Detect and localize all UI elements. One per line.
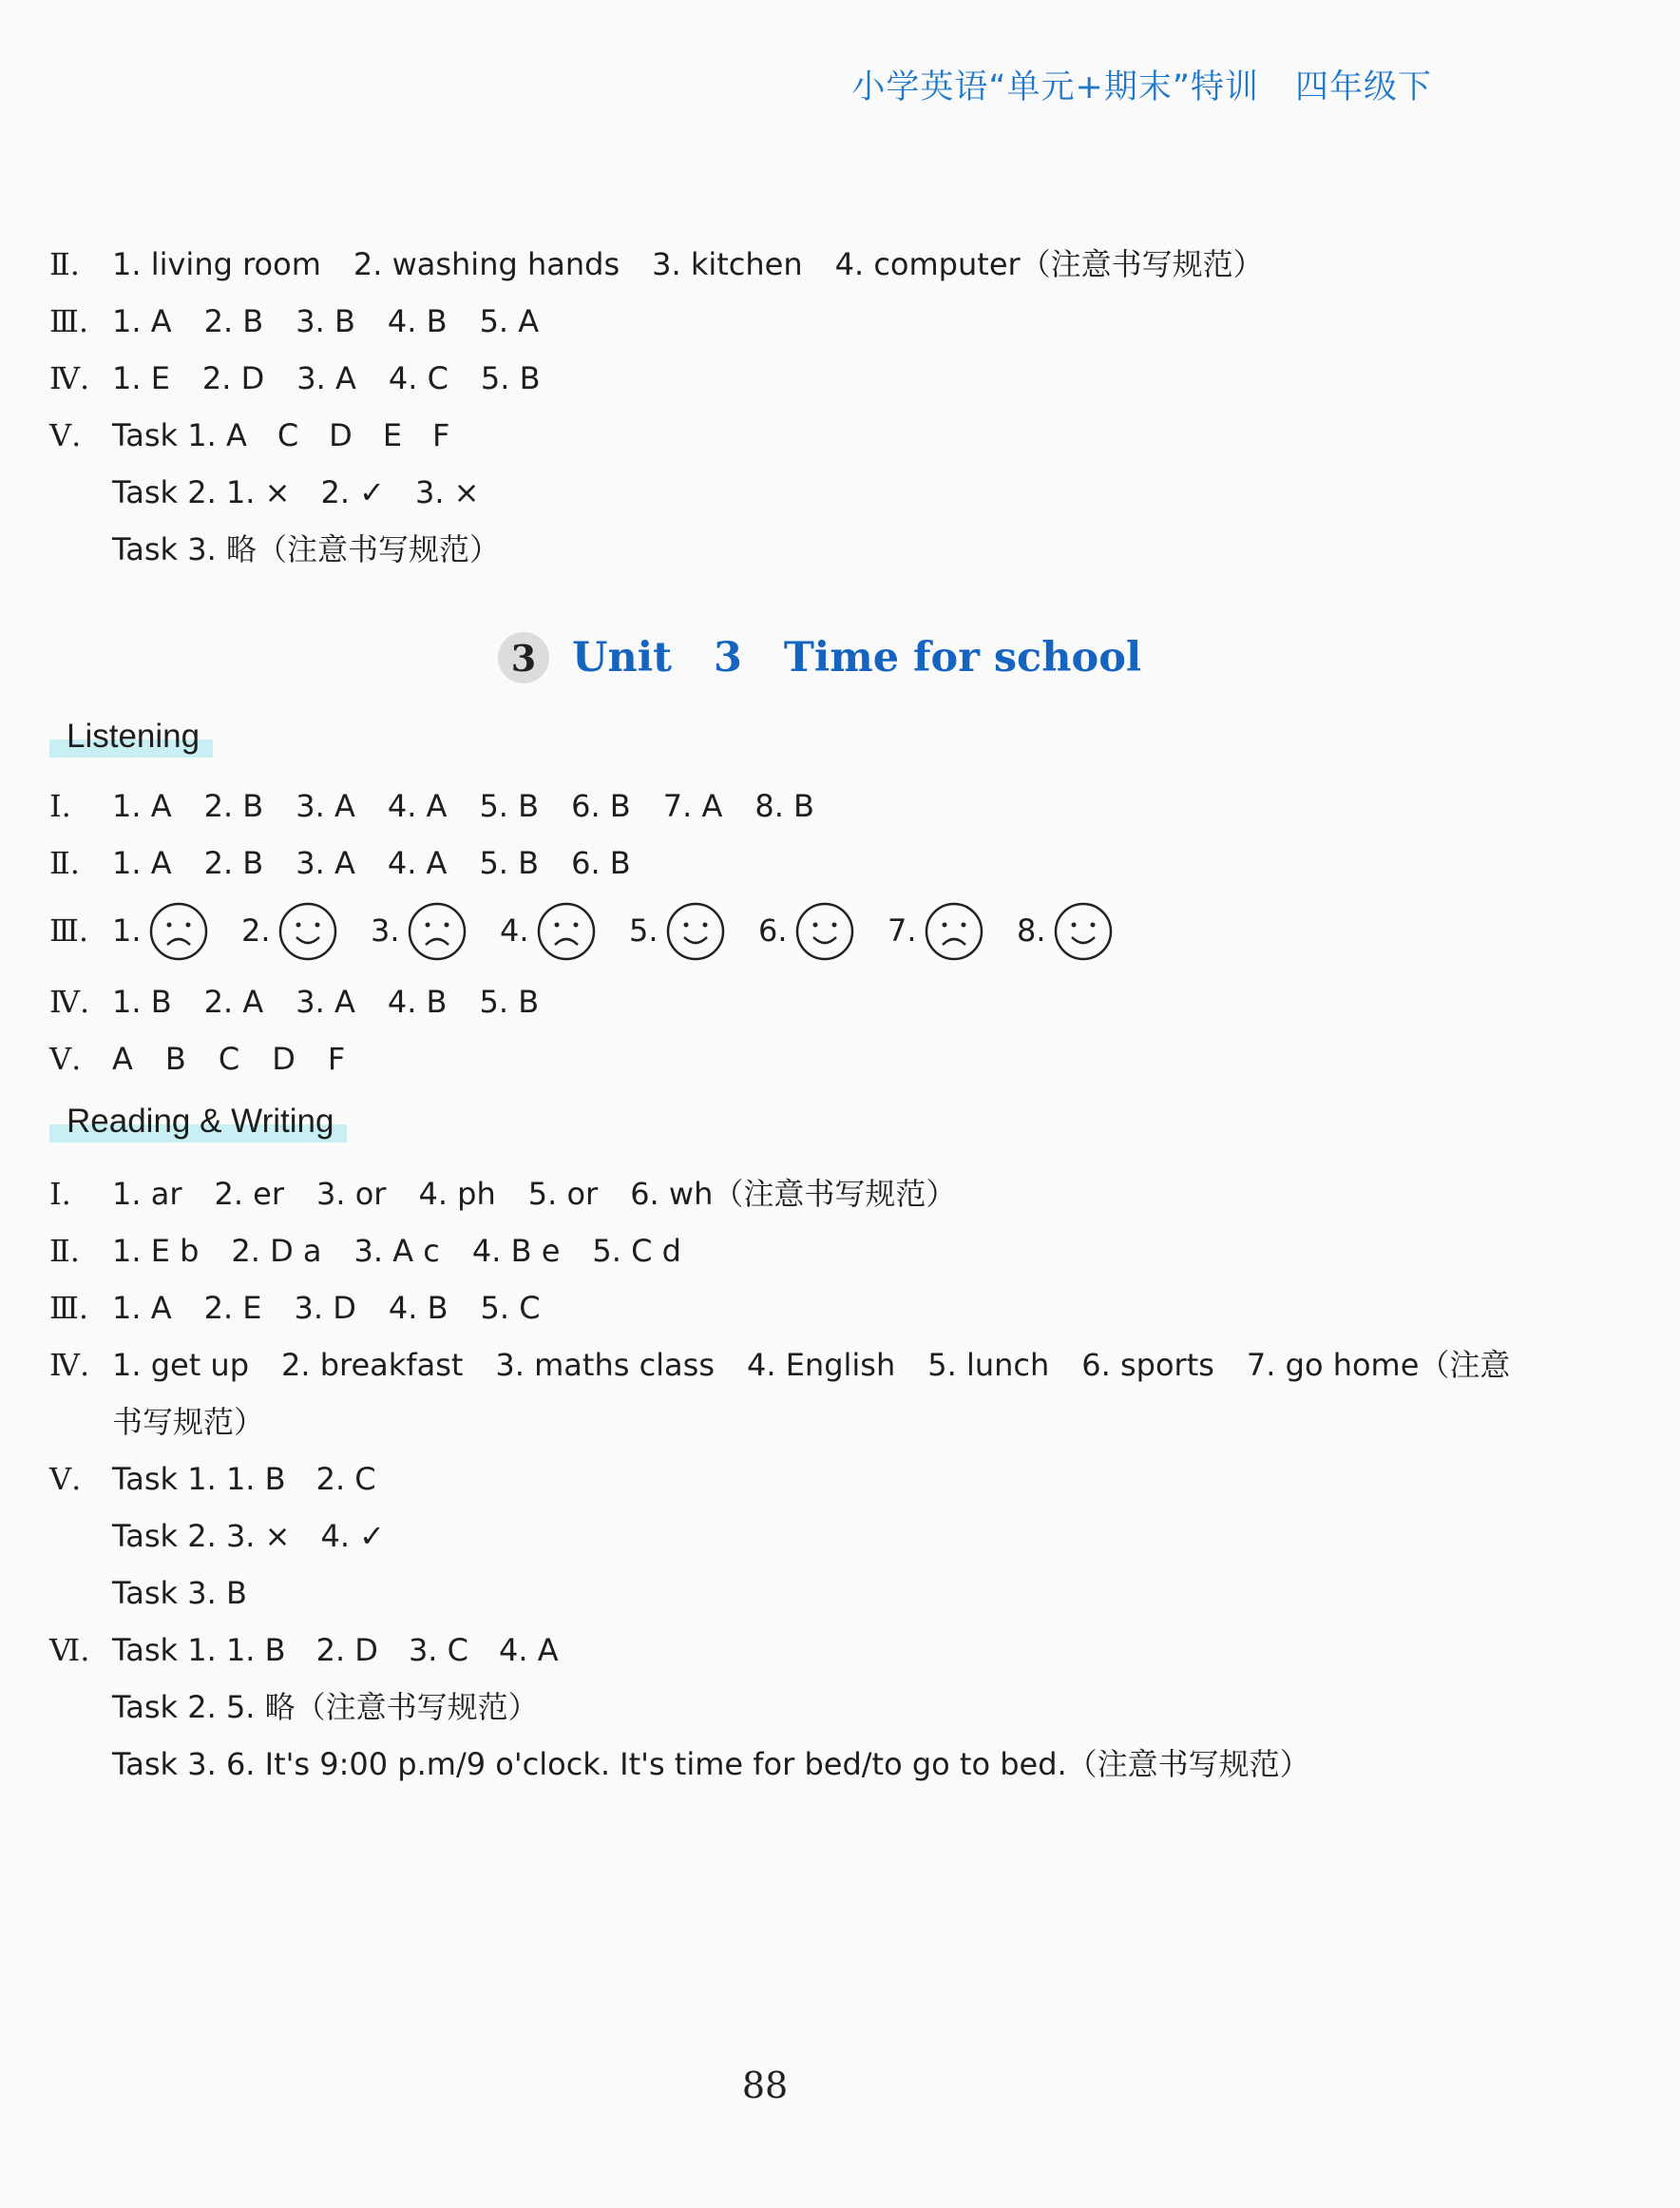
happy-face-icon bbox=[665, 901, 726, 962]
answer-row bbox=[49, 844, 631, 882]
roman-numeral: Ⅳ. bbox=[49, 1347, 90, 1383]
answer-item: 8. B bbox=[754, 788, 814, 824]
grade-label: 四年级下 bbox=[1294, 68, 1432, 106]
sad-face-icon bbox=[148, 901, 209, 962]
face-number: 5. bbox=[629, 912, 659, 949]
task-answer: Task 1. 1. B 2. D 3. C 4. A bbox=[112, 1632, 559, 1668]
face-answer-row bbox=[49, 897, 1190, 964]
answer-item: 1. A bbox=[112, 845, 172, 881]
roman-numeral: Ⅵ. bbox=[49, 1632, 90, 1668]
answer-item: 5. lunch bbox=[927, 1347, 1050, 1383]
roman-numeral: Ⅲ. bbox=[49, 912, 89, 949]
sad-face-icon bbox=[407, 901, 468, 962]
answer-item: 2. E bbox=[203, 1290, 262, 1326]
section-heading-listening: Listening bbox=[49, 718, 213, 758]
answer-item: 4. C bbox=[388, 360, 449, 396]
roman-numeral: Ⅲ. bbox=[49, 303, 89, 339]
face-number: 1. bbox=[112, 912, 142, 949]
answer-item: 2. er bbox=[214, 1176, 285, 1212]
roman-numeral: Ⅰ. bbox=[49, 1176, 71, 1212]
answer-item: 6. sports bbox=[1081, 1347, 1214, 1383]
face-number: 3. bbox=[371, 912, 400, 949]
answer-item: 3. A bbox=[296, 788, 355, 824]
task-answer: Task 2. 5. 略（注意书写规范） bbox=[112, 1689, 539, 1725]
answer-item: 5. C bbox=[480, 1290, 541, 1326]
answer-item: 1. A bbox=[112, 788, 172, 824]
face-answer bbox=[888, 897, 917, 964]
face-number: 8. bbox=[1017, 912, 1046, 949]
unit-number-badge: 3 bbox=[498, 632, 549, 683]
answer-item: F bbox=[327, 1041, 346, 1077]
answer-item: 2. washing hands bbox=[353, 246, 620, 282]
task-answer: Task 1. 1. B 2. C bbox=[112, 1461, 376, 1497]
face-answer bbox=[629, 897, 659, 964]
answer-item: 5. A bbox=[479, 303, 540, 339]
unit-title bbox=[498, 632, 1141, 683]
section-heading-reading-writing: Reading & Writing bbox=[49, 1103, 347, 1142]
answer-row bbox=[49, 1346, 1510, 1384]
roman-numeral: Ⅴ. bbox=[49, 417, 82, 453]
answer-item: 2. D bbox=[201, 360, 265, 396]
answer-item: 4. B bbox=[387, 984, 448, 1020]
answer-item: 5. or bbox=[527, 1176, 599, 1212]
answer-item: 2. B bbox=[203, 303, 264, 339]
answer-row bbox=[49, 1460, 376, 1498]
task-answer: Task 1. A C D E F bbox=[112, 417, 450, 453]
answer-item: 2. A bbox=[203, 984, 264, 1020]
answer-item: 4. A bbox=[387, 845, 448, 881]
answer-item: 5. B bbox=[479, 788, 540, 824]
answer-item: 3. D bbox=[294, 1290, 356, 1326]
answer-item: 6. wh（注意书写规范） bbox=[630, 1176, 957, 1212]
answer-item: 1. get up bbox=[112, 1347, 250, 1383]
face-number: 7. bbox=[888, 912, 917, 949]
answer-item: D bbox=[272, 1041, 296, 1077]
answer-row bbox=[49, 1040, 345, 1078]
roman-numeral: Ⅳ. bbox=[49, 360, 90, 396]
answer-item: 6. B bbox=[571, 788, 631, 824]
sad-face-icon bbox=[536, 901, 597, 962]
answer-item: 7. A bbox=[662, 788, 723, 824]
answer-row bbox=[49, 302, 539, 340]
answer-item: 7. go home（注意 bbox=[1246, 1347, 1511, 1383]
answer-item: 3. B bbox=[296, 303, 355, 339]
answer-item: 2. B bbox=[203, 845, 264, 881]
roman-numeral: Ⅴ. bbox=[49, 1041, 82, 1077]
answer-item: 3. kitchen bbox=[652, 246, 803, 282]
face-number: 2. bbox=[241, 912, 271, 949]
answer-item: 4. B e bbox=[471, 1233, 561, 1269]
face-answer bbox=[371, 897, 400, 964]
answer-item: 5. C d bbox=[592, 1233, 681, 1269]
answer-item: 3. A bbox=[296, 984, 355, 1020]
task-answer: Task 3. B bbox=[112, 1575, 247, 1611]
face-answer bbox=[112, 897, 142, 964]
task-answer: Task 3. 略（注意书写规范） bbox=[112, 531, 500, 567]
page-number: 88 bbox=[741, 2064, 789, 2106]
answer-item: 1. ar bbox=[112, 1176, 182, 1212]
face-answer bbox=[1017, 897, 1046, 964]
answer-item: B bbox=[164, 1041, 186, 1077]
answer-item: C bbox=[218, 1041, 240, 1077]
happy-face-icon bbox=[794, 901, 855, 962]
unit-name: Time for school bbox=[783, 634, 1142, 682]
answer-item: 1. E bbox=[112, 360, 170, 396]
answer-item: 1. A bbox=[112, 303, 172, 339]
unit-index: 3 bbox=[713, 634, 742, 682]
answer-item: 1. B bbox=[112, 984, 172, 1020]
task-answer: Task 2. 1. × 2. ✓ 3. × bbox=[112, 474, 480, 510]
face-answer bbox=[241, 897, 271, 964]
answer-item: 2. B bbox=[203, 788, 264, 824]
answer-row bbox=[49, 359, 541, 397]
answer-item: 1. A bbox=[112, 1290, 172, 1326]
answer-item: 3. A bbox=[296, 360, 356, 396]
answer-item: A bbox=[112, 1041, 133, 1077]
answer-row bbox=[49, 1232, 681, 1270]
happy-face-icon bbox=[1053, 901, 1114, 962]
answer-item: 3. A bbox=[296, 845, 355, 881]
task-answer: Task 2. 3. × 4. ✓ bbox=[112, 1518, 385, 1554]
face-answer bbox=[500, 897, 529, 964]
answer-row bbox=[49, 245, 1264, 283]
roman-numeral: Ⅱ. bbox=[49, 1233, 80, 1269]
answer-item: 4. English bbox=[747, 1347, 896, 1383]
roman-numeral: Ⅴ. bbox=[49, 1461, 82, 1497]
answer-item: 4. B bbox=[387, 303, 448, 339]
answer-row bbox=[49, 983, 539, 1021]
happy-face-icon bbox=[277, 901, 338, 962]
book-title: 小学英语“单元+期末”特训 bbox=[851, 68, 1259, 106]
answer-item: 5. B bbox=[479, 984, 540, 1020]
answer-row bbox=[49, 1631, 559, 1669]
face-number: 6. bbox=[758, 912, 788, 949]
answer-row bbox=[49, 1175, 956, 1213]
roman-numeral: Ⅳ. bbox=[49, 984, 90, 1020]
answer-item: 6. B bbox=[571, 845, 631, 881]
answer-item: 5. B bbox=[480, 360, 541, 396]
face-answer bbox=[758, 897, 788, 964]
answer-item: 4. B bbox=[388, 1290, 449, 1326]
answer-row bbox=[49, 1289, 541, 1327]
roman-numeral: Ⅱ. bbox=[49, 845, 80, 881]
answer-item: 3. A c bbox=[353, 1233, 440, 1269]
answer-item: 3. or bbox=[316, 1176, 387, 1212]
answer-item: 2. breakfast bbox=[281, 1347, 464, 1383]
answer-item: 2. D a bbox=[231, 1233, 322, 1269]
answer-item: 1. living room bbox=[112, 246, 321, 282]
answer-item: 1. E b bbox=[112, 1233, 200, 1269]
answer-item: 3. maths class bbox=[495, 1347, 715, 1383]
task-answer: Task 3. 6. It's 9:00 p.m/9 o'clock. It's time for bed/to go to bed.（注意书写规范） bbox=[112, 1746, 1310, 1782]
answer-row bbox=[49, 416, 449, 454]
answer-row bbox=[49, 787, 814, 825]
answer-continuation: 书写规范） bbox=[112, 1404, 265, 1440]
roman-numeral: Ⅲ. bbox=[49, 1290, 89, 1326]
sad-face-icon bbox=[924, 901, 984, 962]
face-number: 4. bbox=[500, 912, 529, 949]
answer-item: 4. computer（注意书写规范） bbox=[834, 246, 1264, 282]
answer-item: 5. B bbox=[479, 845, 540, 881]
answer-item: 4. ph bbox=[418, 1176, 496, 1212]
page-header bbox=[851, 61, 1432, 108]
roman-numeral: Ⅰ. bbox=[49, 788, 71, 824]
answer-item: 4. A bbox=[387, 788, 448, 824]
roman-numeral: Ⅱ. bbox=[49, 246, 80, 282]
unit-word: Unit bbox=[572, 634, 672, 682]
